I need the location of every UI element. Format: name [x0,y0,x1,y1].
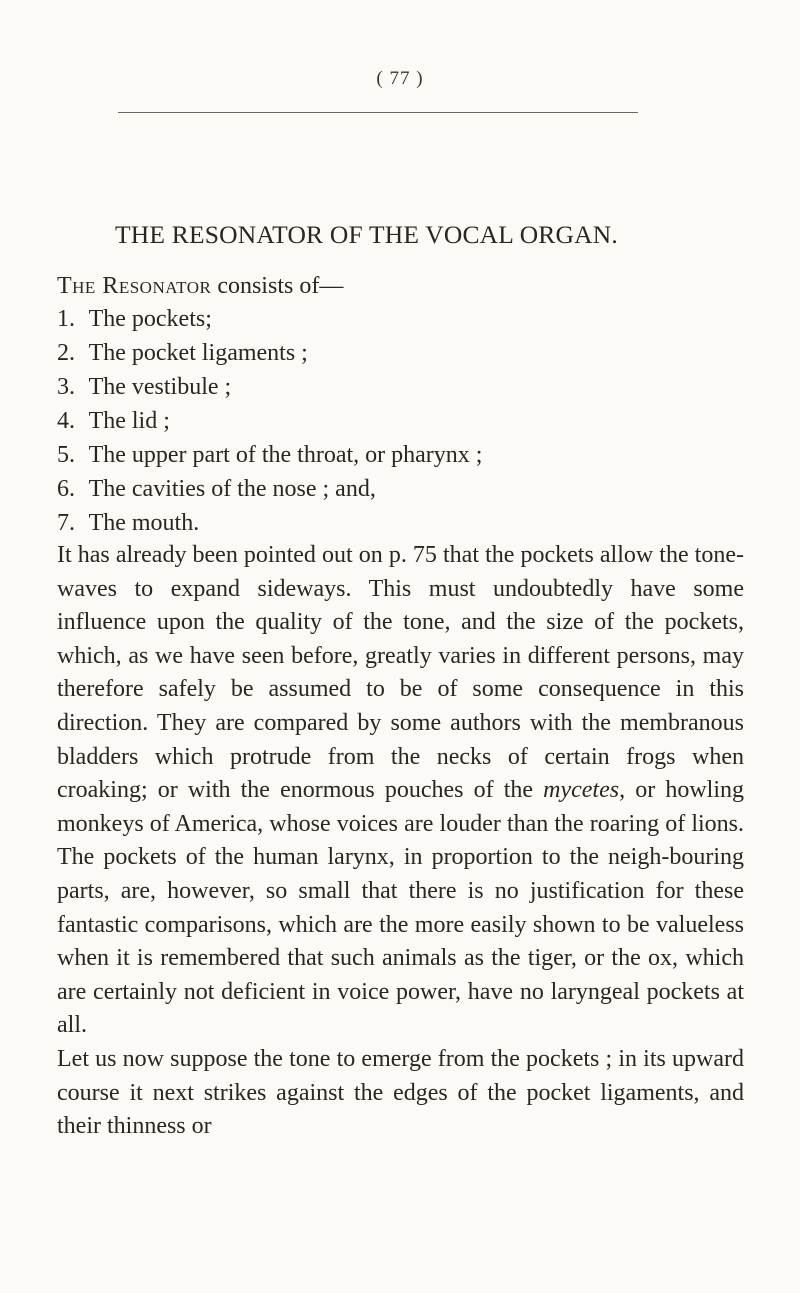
list-number: 6. [57,476,75,502]
list-item [57,336,482,370]
list-text: The cavities of the nose ; and, [88,476,376,502]
page-number: ( 77 ) [376,68,424,89]
list-item [57,472,482,506]
paragraph-1-italic: mycetes [543,777,620,804]
resonator-parts-list [57,302,482,540]
list-number: 4. [57,408,75,434]
paragraph-1 [57,539,744,1043]
list-text: The pockets; [88,306,212,332]
intro-rest: consists of— [211,273,344,299]
list-text: The upper part of the throat, or pharynx ; [88,442,483,468]
body-text [57,539,744,1144]
chapter-heading: THE RESONATOR OF THE VOCAL ORGAN. [115,220,618,249]
list-text: The lid ; [88,408,170,434]
header-rule [118,112,638,113]
list-item [57,370,482,404]
list-number: 5. [57,442,75,468]
intro-lead: The Resonator [57,273,212,299]
list-item [57,506,482,540]
list-number: 3. [57,374,75,400]
list-item [57,302,482,336]
list-text: The mouth. [88,510,200,536]
list-text: The pocket ligaments ; [88,340,308,366]
list-item [57,438,482,472]
list-number: 2. [57,340,75,366]
intro-line [57,270,343,302]
list-item [57,404,482,438]
list-number: 1. [57,306,75,332]
list-text: The vestibule ; [88,374,232,400]
paragraph-1-part-1: It has already been pointed out on p. 75 that the pockets allow the tone-waves to expand sideways. This must undoubtedly have some influence upon the quality of the tone, and the size of the pockets, which, as we have seen before, greatly varies in different persons, may therefore safely be assumed to be of some consequence in this direction. They are compared by some authors with the membranous bladders which protrude from the necks of certain frogs when croaking; or with the enormous pouches of the [57,542,744,804]
paragraph-2: Let us now suppose the tone to emerge from the pockets ; in its upward course it next strikes against the edges of the pocket ligaments, and their thinness or [57,1045,744,1140]
list-number: 7. [57,510,75,536]
paragraph-1-part-2: , or howling monkeys of America, whose voices are louder than the roaring of lions. The pockets of the human larynx, in proportion to the neigh-bouring parts, are, however, so small that there is no justification for these fantastic comparisons, which are the more easily shown to be valueless when it is remembered that such animals as the tiger, or the ox, which are certainly not deficient in voice power, have no laryngeal pockets at all. [57,777,744,1039]
